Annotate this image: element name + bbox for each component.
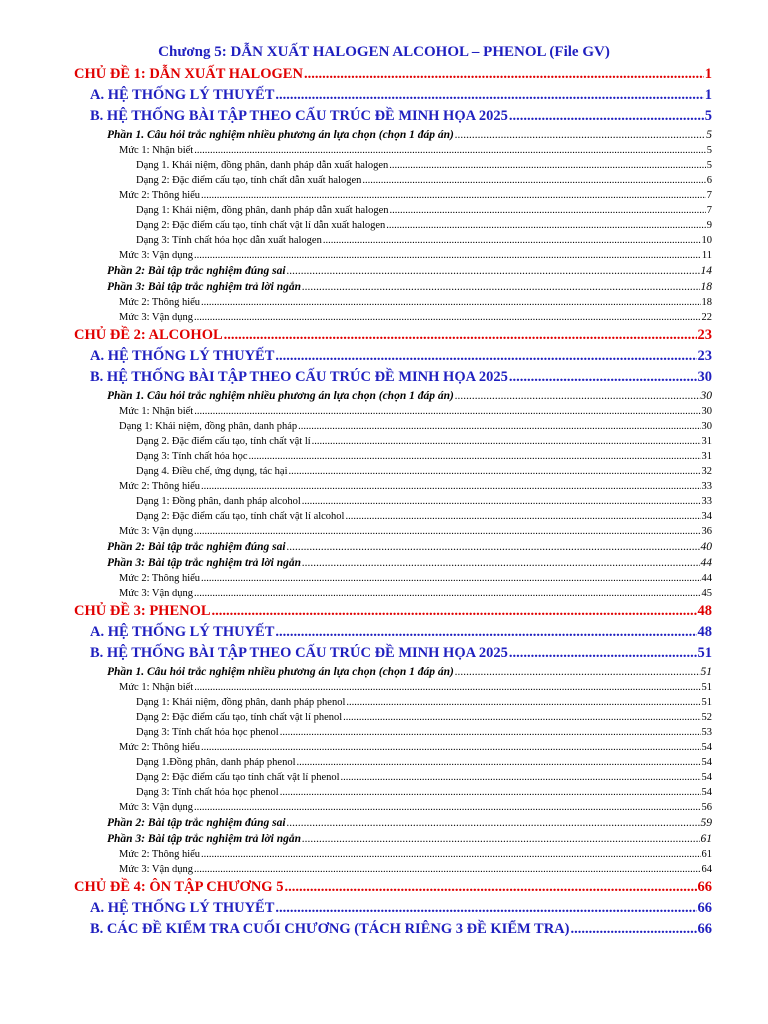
toc-entry-ab[interactable]: [90, 898, 712, 919]
toc-entry-label: Dạng 2: Đặc điểm cấu tạo, tính chất vật lí alcohol: [136, 511, 345, 522]
toc-page-number: 51: [701, 682, 712, 693]
toc-entry-label: CHỦ ĐỀ 3: PHENOL: [74, 603, 211, 619]
toc-entry-label: Mức 2: Thông hiểu: [119, 297, 201, 308]
toc-dot-leader: [455, 664, 700, 680]
toc-dot-leader: [304, 64, 704, 85]
toc-entry-muc[interactable]: [119, 295, 712, 310]
toc-dot-leader: [194, 586, 700, 601]
toc-entry-phan[interactable]: [107, 263, 712, 279]
toc-page-number: 18: [700, 281, 712, 293]
toc-entry-dang[interactable]: [136, 218, 712, 233]
toc-entry-label: Dạng 1.Đồng phân, danh pháp phenol: [136, 757, 296, 768]
toc-page-number: 40: [700, 541, 712, 553]
toc-entry-dang[interactable]: [136, 464, 712, 479]
toc-entry-muc[interactable]: [119, 571, 712, 586]
table-of-contents: [74, 64, 712, 940]
toc-entry-dang[interactable]: [136, 494, 712, 509]
toc-entry-phan[interactable]: [107, 664, 712, 680]
toc-entry-muc[interactable]: [119, 479, 712, 494]
toc-entry-label: Mức 3: Vận dụng: [119, 250, 194, 261]
toc-dot-leader: [275, 85, 703, 106]
toc-page-number: 45: [701, 588, 712, 599]
toc-entry-dang[interactable]: [136, 203, 712, 218]
toc-entry-label: Dạng 4. Điều chế, ứng dụng, tác hại: [136, 466, 288, 477]
toc-page-number: 53: [701, 727, 712, 738]
toc-page-number: 61: [700, 833, 712, 845]
toc-page-number: 9: [706, 220, 712, 231]
toc-dot-leader: [302, 831, 699, 847]
toc-dot-leader: [302, 494, 701, 509]
toc-entry-label: Mức 2: Thông hiểu: [119, 481, 201, 492]
toc-entry-dang[interactable]: [136, 755, 712, 770]
toc-entry-chude[interactable]: [74, 64, 712, 85]
toc-dot-leader: [201, 847, 700, 862]
toc-entry-dang[interactable]: [136, 449, 712, 464]
toc-page-number: 5: [706, 160, 712, 171]
toc-entry-phan[interactable]: [107, 539, 712, 555]
toc-entry-chude[interactable]: [74, 877, 712, 898]
toc-dot-leader: [275, 898, 696, 919]
toc-entry-muc[interactable]: [119, 680, 712, 695]
toc-entry-label: Dạng 3: Tính chất hóa học dẫn xuất halogen: [136, 235, 322, 246]
toc-entry-label: Mức 1: Nhận biết: [119, 682, 194, 693]
toc-page-number: 66: [697, 879, 712, 895]
toc-entry-dang[interactable]: [136, 173, 712, 188]
toc-entry-phan[interactable]: [107, 555, 712, 571]
toc-dot-leader: [194, 248, 701, 263]
toc-entry-label: Mức 3: Vận dụng: [119, 864, 194, 875]
toc-dot-leader: [275, 346, 696, 367]
toc-page-number: 34: [701, 511, 712, 522]
toc-dot-leader: [201, 571, 700, 586]
toc-page-number: 7: [706, 205, 712, 216]
toc-page-number: 31: [701, 436, 712, 447]
toc-dot-leader: [194, 680, 700, 695]
toc-page-number: 30: [701, 421, 712, 432]
toc-entry-label: CHỦ ĐỀ 4: ÔN TẬP CHƯƠNG 5: [74, 879, 284, 895]
toc-dot-leader: [570, 919, 696, 940]
toc-entry-label: Dạng 1: Đồng phân, danh pháp alcohol: [136, 496, 301, 507]
toc-dot-leader: [194, 310, 700, 325]
toc-entry-muc[interactable]: [119, 847, 712, 862]
toc-page-number: 5: [706, 145, 712, 156]
toc-page-number: 51: [697, 645, 712, 661]
toc-entry-ab[interactable]: [90, 622, 712, 643]
toc-entry-chude[interactable]: [74, 325, 712, 346]
toc-dot-leader: [302, 555, 699, 571]
toc-page-number: 36: [701, 526, 712, 537]
toc-entry-label: CHỦ ĐỀ 1: DẪN XUẤT HALOGEN: [74, 66, 303, 82]
toc-dot-leader: [323, 233, 701, 248]
toc-entry-dang[interactable]: [136, 158, 712, 173]
toc-entry-ab[interactable]: [90, 643, 712, 664]
toc-entry-label: Mức 3: Vận dụng: [119, 526, 194, 537]
toc-dot-leader: [312, 434, 701, 449]
toc-entry-label: Phần 1. Câu hỏi trắc nghiệm nhiều phương án lựa chọn (chọn 1 đáp án): [107, 390, 454, 402]
toc-page-number: 48: [697, 624, 712, 640]
toc-dot-leader: [346, 695, 700, 710]
toc-entry-label: B. CÁC ĐỀ KIỂM TRA CUỐI CHƯƠNG (TÁCH RIÊNG 3 ĐỀ KIỂM TRA): [90, 921, 570, 937]
toc-entry-muc[interactable]: [119, 248, 712, 263]
toc-entry-label: Mức 3: Vận dụng: [119, 588, 194, 599]
toc-entry-label: Phần 2: Bài tập trắc nghiệm đúng sai: [107, 817, 286, 829]
toc-page-number: 56: [701, 802, 712, 813]
toc-page-number: 32: [701, 466, 712, 477]
toc-dot-leader: [224, 325, 697, 346]
toc-dot-leader: [194, 524, 700, 539]
toc-page-number: 10: [701, 235, 712, 246]
toc-dot-leader: [345, 509, 700, 524]
toc-page-number: 1: [704, 87, 712, 103]
toc-entry-muc[interactable]: [119, 188, 712, 203]
toc-dot-leader: [194, 143, 706, 158]
toc-entry-dang[interactable]: [136, 785, 712, 800]
toc-entry-muc[interactable]: [119, 524, 712, 539]
toc-page-number: 64: [701, 864, 712, 875]
toc-page-number: 51: [701, 697, 712, 708]
toc-entry-dang[interactable]: [136, 725, 712, 740]
toc-page-number: 54: [701, 787, 712, 798]
toc-entry-dang[interactable]: [136, 710, 712, 725]
toc-entry-dang[interactable]: [136, 434, 712, 449]
toc-page-number: 5: [706, 129, 712, 141]
toc-entry-label: Dạng 1: Khái niệm, đồng phân, danh pháp: [119, 421, 298, 432]
toc-dot-leader: [288, 464, 700, 479]
toc-page-number: 31: [701, 451, 712, 462]
toc-entry-label: Mức 2: Thông hiểu: [119, 849, 201, 860]
toc-entry-label: Dạng 1: Khái niệm, đồng phân, danh pháp phenol: [136, 697, 346, 708]
toc-entry-label: Mức 2: Thông hiểu: [119, 190, 201, 201]
toc-entry-label: Mức 3: Vận dụng: [119, 312, 194, 323]
toc-dot-leader: [455, 388, 700, 404]
toc-entry-label: B. HỆ THỐNG BÀI TẬP THEO CẤU TRÚC ĐỀ MINH HỌA 2025: [90, 369, 508, 385]
toc-entry-label: Dạng 3: Tính chất hóa học: [136, 451, 248, 462]
toc-entry-phan[interactable]: [107, 127, 712, 143]
toc-entry-label: Dạng 1: Khái niệm, đồng phân, danh pháp dẫn xuất halogen: [136, 205, 389, 216]
toc-dot-leader: [201, 188, 706, 203]
toc-entry-phan[interactable]: [107, 815, 712, 831]
toc-page-number: 11: [701, 250, 712, 261]
toc-entry-label: B. HỆ THỐNG BÀI TẬP THEO CẤU TRÚC ĐỀ MINH HỌA 2025: [90, 108, 508, 124]
toc-entry-label: Mức 1: Nhận biết: [119, 406, 194, 417]
toc-dot-leader: [386, 218, 705, 233]
toc-dot-leader: [341, 770, 701, 785]
toc-entry-label: Phần 2: Bài tập trắc nghiệm đúng sai: [107, 265, 286, 277]
toc-entry-label: Phần 3: Bài tập trắc nghiệm trả lời ngắn: [107, 557, 302, 569]
toc-page-number: 23: [697, 348, 712, 364]
toc-dot-leader: [212, 601, 697, 622]
toc-dot-leader: [287, 815, 700, 831]
toc-dot-leader: [275, 622, 696, 643]
toc-entry-label: Mức 2: Thông hiểu: [119, 742, 201, 753]
toc-entry-label: A. HỆ THỐNG LÝ THUYẾT: [90, 348, 275, 364]
toc-dot-leader: [201, 479, 700, 494]
toc-page-number: 5: [704, 108, 712, 124]
toc-entry-dang[interactable]: [136, 233, 712, 248]
toc-entry-label: Dạng 2: Đặc điểm cấu tạo, tính chất dẫn xuất halogen: [136, 175, 362, 186]
toc-entry-label: CHỦ ĐỀ 2: ALCOHOL: [74, 327, 223, 343]
toc-dot-leader: [280, 725, 701, 740]
toc-dot-leader: [298, 419, 700, 434]
toc-dot-leader: [509, 643, 697, 664]
toc-entry-phan[interactable]: [107, 279, 712, 295]
toc-page-number: 44: [700, 557, 712, 569]
toc-dot-leader: [249, 449, 701, 464]
toc-dot-leader: [297, 755, 701, 770]
toc-entry-muc[interactable]: [119, 800, 712, 815]
toc-page-number: 52: [701, 712, 712, 723]
toc-entry-label: Dạng 3: Tính chất hóa học phenol: [136, 787, 279, 798]
toc-page-number: 30: [697, 369, 712, 385]
toc-dot-leader: [287, 263, 700, 279]
toc-entry-muc[interactable]: [119, 740, 712, 755]
toc-dot-leader: [284, 877, 696, 898]
toc-entry-label: A. HỆ THỐNG LÝ THUYẾT: [90, 87, 275, 103]
toc-entry-dang1[interactable]: [119, 419, 712, 434]
toc-entry-muc[interactable]: [119, 862, 712, 877]
toc-page-number: 61: [701, 849, 712, 860]
toc-entry-label: Phần 1. Câu hỏi trắc nghiệm nhiều phương án lựa chọn (chọn 1 đáp án): [107, 129, 454, 141]
toc-entry-label: Dạng 2: Đặc điểm cấu tạo tính chất vật lí phenol: [136, 772, 340, 783]
toc-entry-chude[interactable]: [74, 601, 712, 622]
toc-entry-label: Mức 1: Nhận biết: [119, 145, 194, 156]
toc-page-number: 14: [700, 265, 712, 277]
toc-page-number: 54: [701, 772, 712, 783]
toc-entry-ab[interactable]: [90, 85, 712, 106]
toc-page-number: 7: [706, 190, 712, 201]
toc-dot-leader: [194, 404, 700, 419]
toc-entry-phan[interactable]: [107, 388, 712, 404]
toc-entry-dang[interactable]: [136, 770, 712, 785]
toc-dot-leader: [194, 800, 700, 815]
toc-page-number: 30: [701, 406, 712, 417]
toc-page-number: 54: [701, 757, 712, 768]
toc-dot-leader: [201, 740, 700, 755]
toc-page-number: 23: [697, 327, 712, 343]
toc-dot-leader: [389, 158, 706, 173]
toc-entry-label: Phần 2: Bài tập trắc nghiệm đúng sai: [107, 541, 286, 553]
toc-entry-label: B. HỆ THỐNG BÀI TẬP THEO CẤU TRÚC ĐỀ MINH HỌA 2025: [90, 645, 508, 661]
toc-entry-muc[interactable]: [119, 586, 712, 601]
toc-entry-phan[interactable]: [107, 831, 712, 847]
toc-page-number: 30: [700, 390, 712, 402]
toc-page-number: 1: [704, 66, 712, 82]
toc-entry-label: Dạng 2: Đặc điểm cấu tạo, tính chất vật lí phenol: [136, 712, 343, 723]
toc-dot-leader: [343, 710, 700, 725]
toc-page-number: 54: [701, 742, 712, 753]
toc-entry-muc[interactable]: [119, 404, 712, 419]
toc-entry-dang[interactable]: [136, 509, 712, 524]
toc-dot-leader: [509, 106, 704, 127]
toc-dot-leader: [390, 203, 706, 218]
toc-page-number: 22: [701, 312, 712, 323]
toc-entry-label: Phần 3: Bài tập trắc nghiệm trả lời ngắn: [107, 281, 302, 293]
toc-entry-ab[interactable]: [90, 367, 712, 388]
toc-dot-leader: [362, 173, 705, 188]
toc-page-number: 51: [700, 666, 712, 678]
toc-entry-label: Mức 2: Thông hiểu: [119, 573, 201, 584]
toc-entry-label: A. HỆ THỐNG LÝ THUYẾT: [90, 900, 275, 916]
toc-entry-muc[interactable]: [119, 310, 712, 325]
toc-page-number: 18: [701, 297, 712, 308]
toc-page-number: 66: [697, 921, 712, 937]
toc-dot-leader: [201, 295, 700, 310]
toc-entry-label: Mức 3: Vận dụng: [119, 802, 194, 813]
toc-entry-label: Dạng 1. Khái niệm, đồng phân, danh pháp dẫn xuất halogen: [136, 160, 389, 171]
toc-entry-ab[interactable]: [90, 919, 712, 940]
toc-page-number: 33: [701, 496, 712, 507]
toc-page-number: 59: [700, 817, 712, 829]
toc-page-number: 33: [701, 481, 712, 492]
toc-page-number: 66: [697, 900, 712, 916]
toc-dot-leader: [194, 862, 700, 877]
toc-entry-label: Phần 1. Câu hỏi trắc nghiệm nhiều phương án lựa chọn (chọn 1 đáp án): [107, 666, 454, 678]
toc-page-number: 44: [701, 573, 712, 584]
toc-entry-ab[interactable]: [90, 346, 712, 367]
toc-dot-leader: [280, 785, 701, 800]
toc-dot-leader: [287, 539, 700, 555]
toc-entry-muc[interactable]: [119, 143, 712, 158]
toc-entry-ab[interactable]: [90, 106, 712, 127]
toc-page-number: 48: [697, 603, 712, 619]
toc-entry-label: Dạng 2: Đặc điểm cấu tạo, tính chất vật lí dẫn xuất halogen: [136, 220, 386, 231]
toc-entry-label: Phần 3: Bài tập trắc nghiệm trả lời ngắn: [107, 833, 302, 845]
toc-dot-leader: [302, 279, 699, 295]
toc-entry-label: Dạng 3: Tính chất hóa học phenol: [136, 727, 279, 738]
toc-entry-label: A. HỆ THỐNG LÝ THUYẾT: [90, 624, 275, 640]
toc-entry-label: Dạng 2. Đặc điểm cấu tạo, tính chất vật lí: [136, 436, 311, 447]
toc-page-number: 6: [706, 175, 712, 186]
toc-dot-leader: [455, 127, 705, 143]
document-title: Chương 5: DẪN XUẤT HALOGEN ALCOHOL – PHENOL (File GV): [158, 44, 610, 60]
toc-entry-dang[interactable]: [136, 695, 712, 710]
toc-dot-leader: [509, 367, 697, 388]
